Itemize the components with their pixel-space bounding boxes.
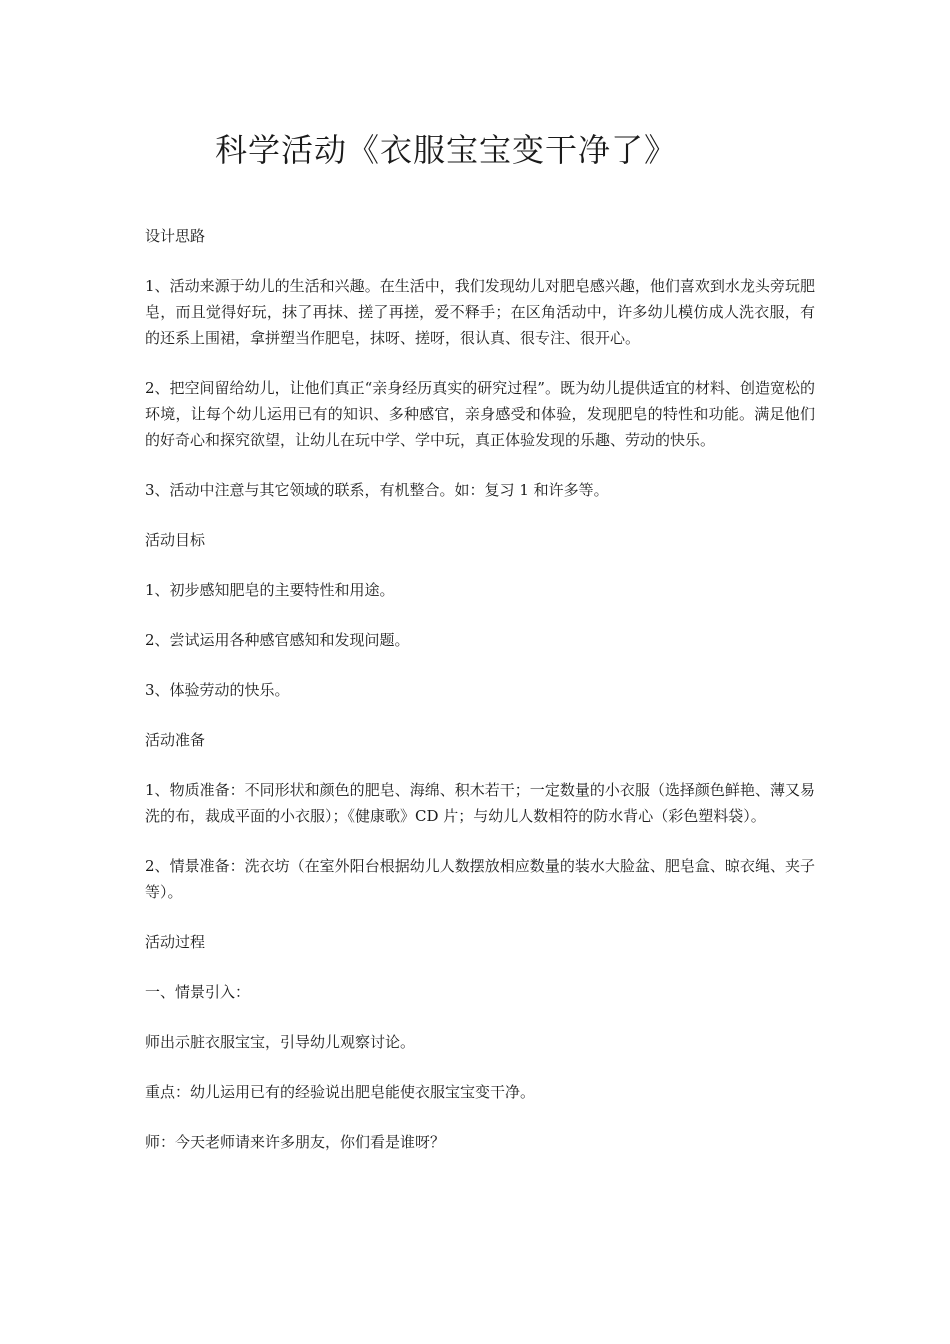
paragraph: 3、活动中注意与其它领域的联系，有机整合。如：复习 1 和许多等。 [145,481,609,499]
paragraph: 一、情景引入： [145,983,251,1001]
document-body [145,223,815,1179]
paragraph: 2、情景准备：洗衣坊（在室外阳台根据幼儿人数摆放相应数量的装水大脸盆、肥皂盒、晾衣绳、夹子等）。 [145,857,815,901]
paragraph: 重点：幼儿运用已有的经验说出肥皂能使衣服宝宝变干净。 [145,1083,536,1101]
section-heading-activity-goals: 活动目标 [145,531,206,549]
section-heading-activity-process: 活动过程 [145,933,206,951]
paragraph: 师出示脏衣服宝宝，引导幼儿观察讨论。 [145,1033,416,1051]
paragraph: 1、初步感知肥皂的主要特性和用途。 [145,581,395,599]
paragraph: 2、把空间留给幼儿，让他们真正“亲身经历真实的研究过程”。既为幼儿提供适宜的材料、创造宽松的环境，让每个幼儿运用已有的知识、多种感官，亲身感受和体验，发现肥皂的特性和功能。满足他们的好奇心和探究欲望，让幼儿在玩中学、学中玩，真正体验发现的乐趣、劳动的快乐。 [145,379,815,449]
section-heading-design-idea: 设计思路 [145,227,206,245]
paragraph: 2、尝试运用各种感官感知和发现问题。 [145,631,410,649]
paragraph: 3、体验劳动的快乐。 [145,681,290,699]
document-title: 科学活动《衣服宝宝变干净了》 [215,131,678,169]
paragraph: 1、物质准备：不同形状和颜色的肥皂、海绵、积木若干；一定数量的小衣服（选择颜色鲜艳、薄又易洗的布，裁成平面的小衣服）；《健康歌》CD 片；与幼儿人数相符的防水背心（彩色塑料袋）。 [145,781,815,825]
section-heading-activity-preparation: 活动准备 [145,731,206,749]
paragraph: 师：今天老师请来许多朋友，你们看是谁呀？ [145,1133,446,1151]
paragraph: 1、活动来源于幼儿的生活和兴趣。在生活中，我们发现幼儿对肥皂感兴趣，他们喜欢到水龙头旁玩肥皂，而且觉得好玩，抹了再抹、搓了再搓，爱不释手；在区角活动中，许多幼儿模仿成人洗衣服，有的还系上围裙，拿拼塑当作肥皂，抹呀、搓呀，很认真、很专注、很开心。 [145,277,815,347]
